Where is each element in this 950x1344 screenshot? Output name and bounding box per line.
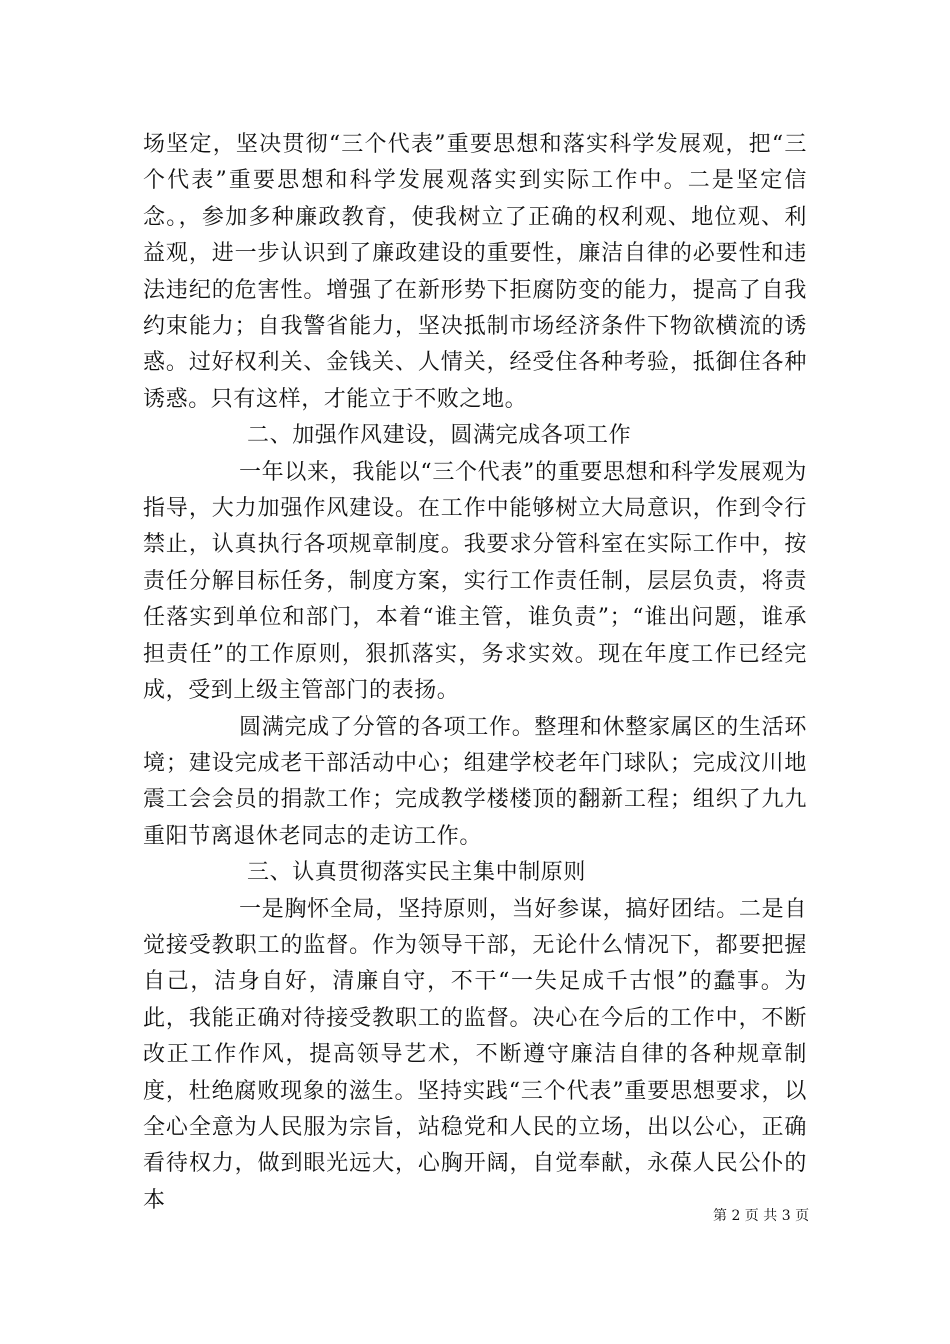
paragraph-completed-tasks: 圆满完成了分管的各项工作。整理和休整家属区的生活环境；建设完成老干部活动中心；组建学校老年门球队；完成汶川地震工会会员的捐款工作；完成教学楼楼顶的翻新工程；组织了九九重阳节离退休老同志的走访工作。: [143, 714, 807, 849]
paragraph-democratic-centralism: 一是胸怀全局，坚持原则，当好参谋，搞好团结。二是自觉接受教职工的监督。作为领导干部，无论什么情况下，都要把握自己，洁身自好，清廉自守，不干“一失足成千古恨”的蠢事。为此，我能正确对待接受教职工的监督。决心在今后的工作中，不断改正工作作风，提高领导艺术，不断遵守廉洁自律的各种规章制度，杜绝腐败现象的滋生。坚持实践“三个代表”重要思想要求，以全心全意为人民服为宗旨，站稳党和人民的立场，出以公心，正确看待权力，做到眼光远大，心胸开阔，自觉奉献，永葆人民公仆的本: [143, 896, 807, 1213]
paragraph-work-style: 一年以来，我能以“三个代表”的重要思想和科学发展观为指导，大力加强作风建设。在工作中能够树立大局意识，作到令行禁止，认真执行各项规章制度。我要求分管科室在实际工作中，按责任分解目标任务，制度方案，实行工作责任制，层层负责，将责任落实到单位和部门，本着“谁主管，谁负责”；“谁出问题，谁承担责任”的工作原则，狠抓落实，务求实效。现在年度工作已经完成，受到上级主管部门的表扬。: [143, 459, 807, 704]
page-number-footer: 第 2 页 共 3 页: [713, 1208, 810, 1224]
document-body: [143, 127, 807, 1219]
section-heading-2: 二、加强作风建设，圆满完成各项工作: [247, 423, 632, 449]
paragraph-continuation: 场坚定，坚决贯彻“三个代表”重要思想和落实科学发展观，把“三个代表”重要思想和科学发展观落实到实际工作中。二是坚定信念。，参加多种廉政教育，使我树立了正确的权利观、地位观、利益观，进一步认识到了廉政建设的重要性，廉洁自律的必要性和违法违纪的危害性。增强了在新形势下拒腐防变的能力，提高了自我约束能力；自我警省能力，坚决抵制市场经济条件下物欲横流的诱惑。过好权利关、金钱关、人情关，经受住各种考验，抵御住各种诱惑。只有这样，才能立于不败之地。: [143, 132, 807, 412]
section-heading-3: 三、认真贯彻落实民主集中制原则: [247, 860, 587, 886]
